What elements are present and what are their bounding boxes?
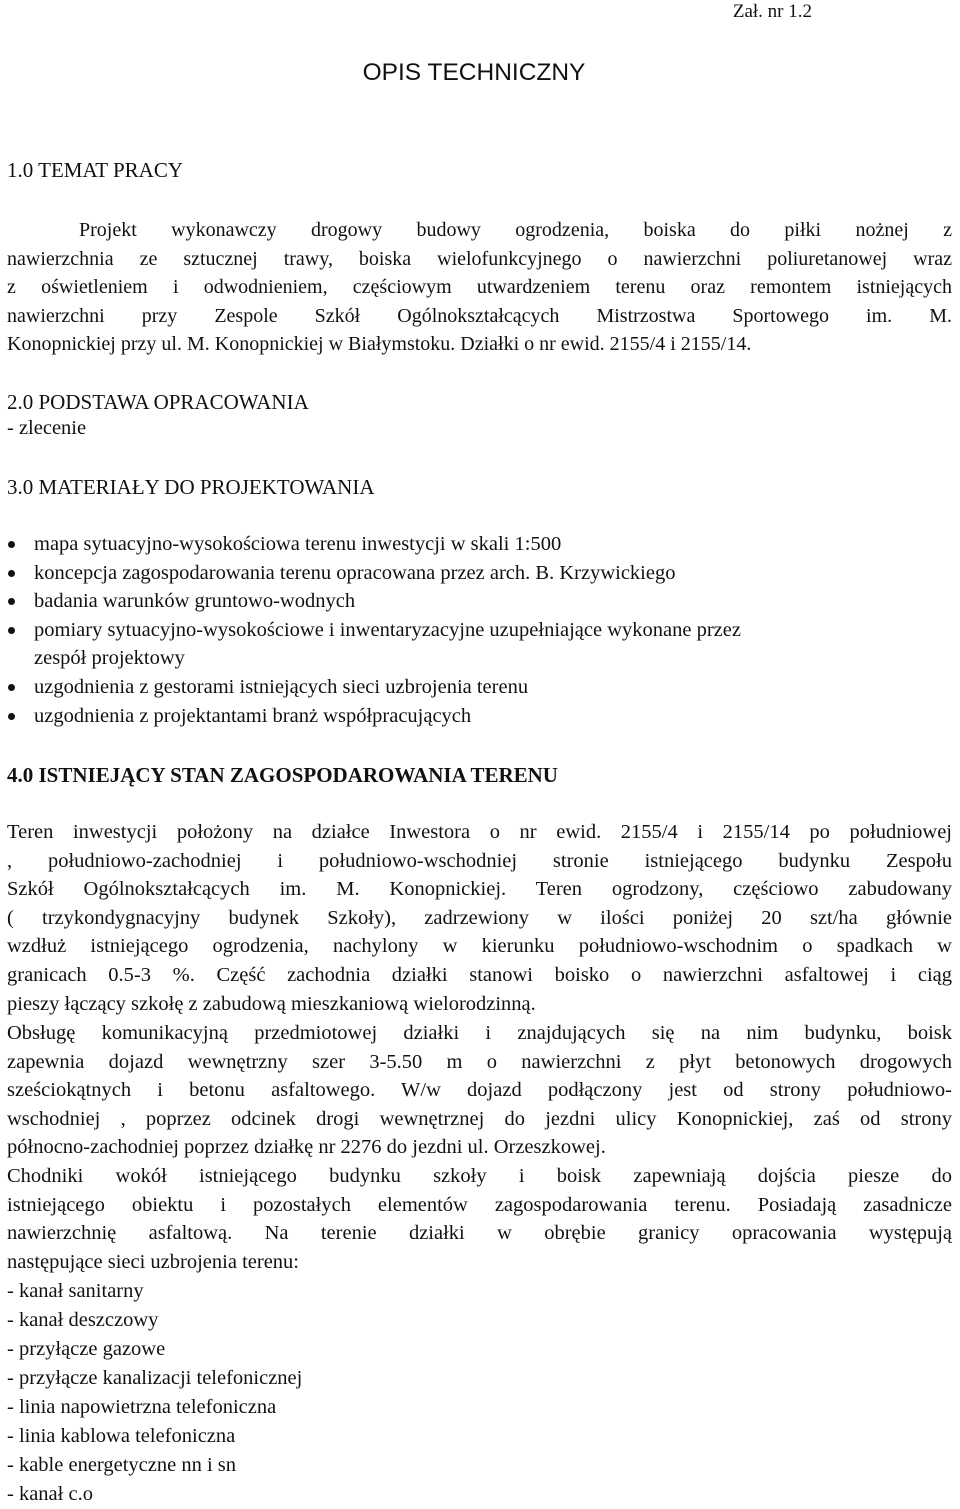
bullet-icon xyxy=(8,541,15,548)
section-1-heading: 1.0 TEMAT PRACY xyxy=(7,158,184,182)
list-item: - kable energetyczne nn i sn xyxy=(7,1454,237,1476)
document-title: OPIS TECHNICZNY xyxy=(362,59,586,86)
section-3-heading: 3.0 MATERIAŁY DO PROJEKTOWANIA xyxy=(7,475,375,499)
section-1-body xyxy=(7,216,952,359)
section-2-heading: 2.0 PODSTAWA OPRACOWANIA xyxy=(7,390,309,414)
list-item: - kanał deszczowy xyxy=(7,1309,159,1331)
section-4-heading: 4.0 ISTNIEJĄCY STAN ZAGOSPODAROWANIA TERENU xyxy=(7,763,558,787)
list-item: uzgodnienia z gestorami istniejących sieci uzbrojenia terenu xyxy=(0,673,952,702)
list-item: mapa sytuacyjno-wysokościowa terenu inwestycji w skali 1:500 xyxy=(0,530,952,559)
list-item: - linia napowietrzna telefoniczna xyxy=(7,1396,277,1418)
list-item: - przyłącze kanalizacji telefonicznej xyxy=(7,1367,303,1389)
section-4-paragraph: Chodniki wokół istniejącego budynku szkoły i boisk zapewniają dojścia piesze do istniejącego obiektu i pozostałych elementów zagospodarowania terenu. Posiadają zasadnicze nawierzchnię asfaltową. Na terenie działki w obrębie granicy opracowania występują następujące sieci uzbrojenia terenu: xyxy=(7,1165,952,1273)
attachment-number: Zał. nr 1.2 xyxy=(732,1,812,22)
section-1-line: Projekt wykonawczy drogowy budowy ogrodzenia, boiska do piłki nożnej z xyxy=(79,219,952,241)
list-item: - linia kablowa telefoniczna xyxy=(7,1425,236,1447)
materials-list xyxy=(0,530,952,730)
section-1-line: nawierzchni przy Zespole Szkół Ogólnokształcących Mistrzostwa Sportowego im. M. xyxy=(7,304,952,327)
list-item: - kanał c.o xyxy=(7,1483,93,1505)
bullet-icon xyxy=(8,627,15,634)
section-2-text: - zlecenie xyxy=(7,417,87,439)
section-4-paragraph: Teren inwestycji położony na działce Inwestora o nr ewid. 2155/4 i 2155/14 po południowej , południowo-zachodniej i południowo-wschodniej stronie istniejącego budynku Zespołu Szkół Ogólnokształcących im. M. Konopnickiej. Teren ogrodzony, częściowo zabudowany ( trzykondygnacyjny budynek Szkoły), zadrzewiony w ilości poniżej 20 szt/ha głównie wzdłuż istniejącego ogrodzenia, nachylony w kierunku południowo-wschodnim o spadkach w granicach 0.5-3 %. Część zachodnia działki stanowi boisko o nawierzchni asfaltowej i ciąg pieszy łączący szkołę z zabudową mieszkaniową wielorodzinną. xyxy=(7,821,952,1015)
bullet-icon xyxy=(8,598,15,605)
list-item: badania warunków gruntowo-wodnych xyxy=(0,587,952,616)
section-1-line: Konopnickiej przy ul. M. Konopnickiej w Białymstoku. Działki o nr ewid. 2155/4 i 2155/14. xyxy=(7,333,752,356)
section-1-line: z oświetleniem i odwodnieniem, częściowym utwardzeniem terenu oraz remontem istniejących xyxy=(7,276,952,299)
bullet-icon xyxy=(8,570,15,577)
list-item: koncepcja zagospodarowania terenu opracowana przez arch. B. Krzywickiego xyxy=(0,559,952,588)
list-item: pomiary sytuacyjno-wysokościowe i inwentaryzacyjne uzupełniające wykonane przez zespół projektowy xyxy=(0,616,952,673)
section-4-paragraph: Obsługę komunikacyjną przedmiotowej działki i znajdujących się na nim budynku, boisk zapewnia dojazd wewnętrzny szer 3-5.50 m o nawierzchni z płyt betonowych drogowych sześciokątnych i betonu asfaltowego. W/w dojazd podłączony jest od strony południowo- wschodniej , poprzez odcinek drogi wewnętrznej do jezdni ulicy Konopnickiej, zaś od strony północno-zachodniej poprzez działkę nr 2276 do jezdni ul. Orzeszkowej. xyxy=(7,1022,952,1159)
bullet-icon xyxy=(8,713,15,720)
utility-networks-list xyxy=(7,1277,302,1509)
list-item: - kanał sanitarny xyxy=(7,1280,144,1302)
bullet-icon xyxy=(8,684,15,691)
list-item: uzgodnienia z projektantami branż współpracujących xyxy=(0,702,952,731)
list-item: - przyłącze gazowe xyxy=(7,1338,166,1360)
section-1-line: nawierzchnia ze sztucznej trawy, boiska wielofunkcyjnego o nawierzchni poliuretanowej wraz xyxy=(7,247,952,270)
